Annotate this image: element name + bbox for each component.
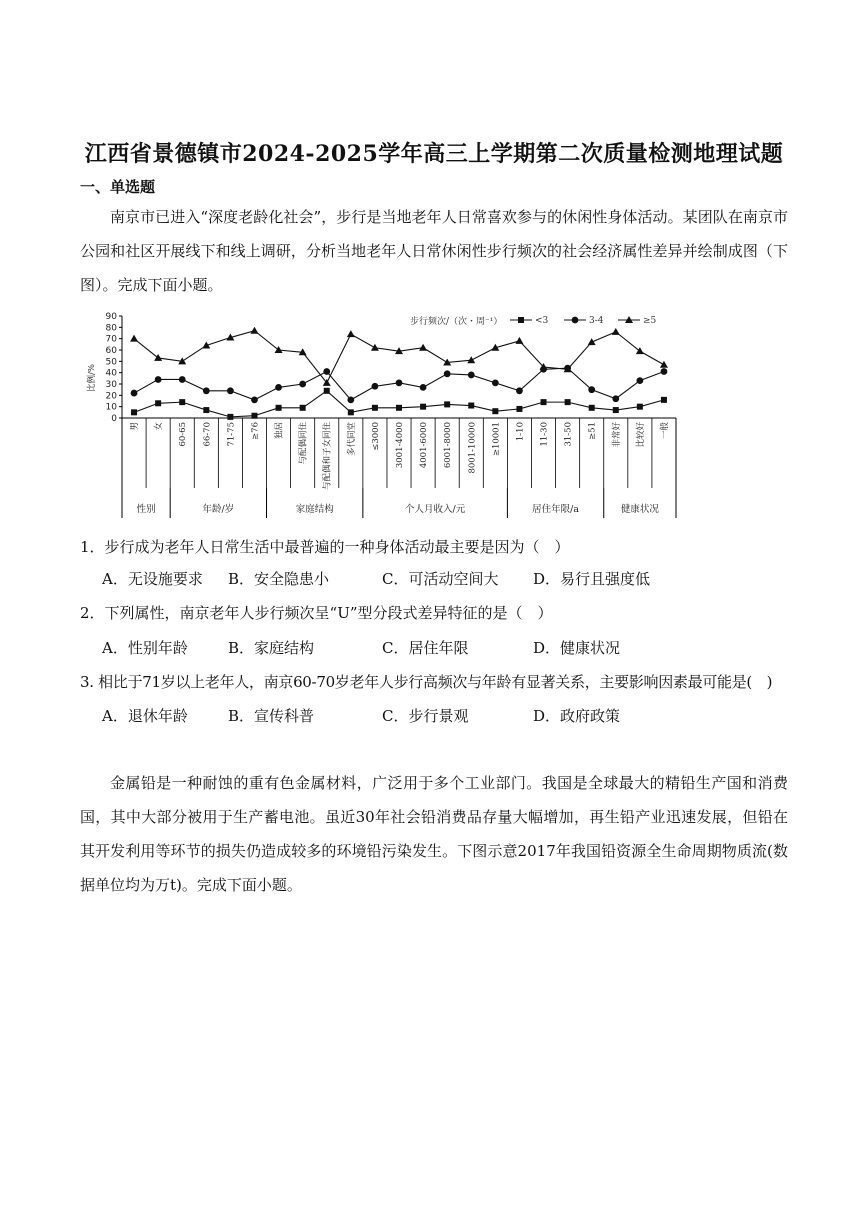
- data-point: [250, 327, 258, 334]
- question-1: 1．步行成为老年人日常生活中最普遍的一种身体活动最主要是因为（ ）: [80, 538, 570, 556]
- q3-option-b[interactable]: B．宣传科普: [228, 707, 315, 725]
- page-title: 江西省景德镇市2024-2025学年高三上学期第二次质量检测地理试题: [84, 141, 784, 167]
- y-tick-label: 90: [105, 312, 117, 322]
- data-point: [347, 396, 354, 403]
- data-point: [155, 376, 162, 383]
- data-point: [203, 407, 209, 413]
- data-point: [515, 337, 523, 344]
- section-heading: 一、单选题: [80, 178, 156, 196]
- data-point: [492, 408, 498, 414]
- data-point: [227, 387, 234, 394]
- data-point: [588, 386, 595, 393]
- x-tick-label: 男: [130, 422, 141, 431]
- legend-title: 步行频次/（次・周⁻¹）: [410, 317, 503, 327]
- q2-option-c[interactable]: C．居住年限: [382, 639, 469, 657]
- q2-option-a[interactable]: A．性别年龄: [102, 639, 188, 657]
- x-tick-label: 8001-10000: [467, 422, 478, 474]
- x-tick-label: 3001-4000: [395, 422, 405, 469]
- x-tick-label: 一般: [659, 422, 670, 440]
- x-tick-label: 1-10: [515, 422, 526, 442]
- group-label: 家庭结构: [295, 504, 334, 515]
- q1-option-a[interactable]: A．无设施要求: [102, 570, 203, 588]
- data-point: [516, 387, 523, 394]
- data-point: [276, 405, 282, 411]
- walking-frequency-chart: [80, 308, 680, 518]
- data-point: [396, 405, 402, 411]
- x-tick-label: 4001-6000: [419, 422, 430, 469]
- x-tick-label: 66-70: [202, 422, 213, 447]
- data-point: [660, 361, 668, 368]
- series-line-0: [134, 391, 664, 417]
- data-point: [251, 396, 258, 403]
- data-point: [516, 406, 522, 412]
- data-point: [612, 328, 620, 335]
- x-tick-label: 与配偶和子女同住: [322, 422, 333, 491]
- data-point: [636, 377, 643, 384]
- x-tick-label: 比较好: [635, 422, 646, 448]
- group-label: 个人月收入/元: [405, 504, 466, 515]
- data-point: [467, 356, 475, 363]
- data-point: [131, 390, 138, 397]
- data-point: [179, 399, 185, 405]
- q1-option-d[interactable]: D．易行且强度低: [533, 570, 651, 588]
- data-point: [636, 347, 644, 354]
- x-tick-label: 女: [154, 422, 165, 431]
- data-point: [347, 330, 355, 337]
- y-tick-label: 30: [105, 380, 117, 390]
- x-tick-label: ≥51: [587, 422, 598, 440]
- x-tick-label: 31-50: [563, 422, 574, 447]
- legend-marker: [572, 317, 579, 324]
- group-label: 性别: [136, 504, 156, 515]
- intro-paragraph-2: 金属铅是一种耐蚀的重有色金属材料，广泛用于多个工业部门。我国是全球最大的精铅生产国和消费国，其中大部分被用于生产蓄电池。虽近30年社会铅消费品存量大幅增加，再生铅产业迅速发展，但铅在其开发利用等环节的损失仍造成较多的环境铅污染发生。下图示意2017年我国铅资源全生命周期物质流(数据单位均为万t)。完成下面小题。: [80, 774, 788, 894]
- data-point: [541, 399, 547, 405]
- q1-option-c[interactable]: C．可活动空间大: [382, 570, 499, 588]
- y-tick-label: 40: [105, 368, 117, 379]
- data-point: [661, 397, 667, 403]
- x-tick-label: 60-65: [178, 422, 189, 447]
- y-tick-label: 50: [105, 357, 117, 368]
- group-label: 年龄/岁: [202, 504, 235, 515]
- series-line-2: [134, 331, 664, 383]
- y-axis-label: 比例/%: [87, 364, 97, 392]
- q3-option-a[interactable]: A．退休年龄: [102, 707, 188, 725]
- data-point: [419, 344, 427, 351]
- legend-marker: [518, 317, 524, 323]
- q1-option-b[interactable]: B．安全隐患小: [228, 570, 330, 588]
- data-point: [613, 407, 619, 413]
- x-tick-label: ≥10001: [491, 422, 502, 457]
- data-point: [420, 384, 427, 391]
- q3-option-d[interactable]: D．政府政策: [533, 707, 621, 725]
- y-tick-label: 10: [105, 402, 117, 413]
- question-2: 2．下列属性，南京老年人步行频次呈“U”型分段式差异特征的是（ ）: [80, 604, 553, 622]
- q2-option-b[interactable]: B．家庭结构: [228, 639, 315, 657]
- data-point: [589, 405, 595, 411]
- question-3: 3. 相比于71岁以上老年人，南京60-70岁老年人步行高频次与年龄有显著关系，主要影响因素最可能是( ): [80, 673, 773, 691]
- y-tick-label: 80: [105, 323, 117, 334]
- data-point: [420, 404, 426, 410]
- data-point: [300, 405, 306, 411]
- data-point: [444, 370, 451, 377]
- legend-label: 3-4: [589, 316, 604, 326]
- data-point: [612, 395, 619, 402]
- x-tick-label: 多代同堂: [346, 422, 357, 457]
- x-tick-label: ≤3000: [370, 422, 381, 451]
- x-tick-label: ≥76: [250, 422, 261, 440]
- x-tick-label: 71-75: [226, 422, 237, 447]
- data-point: [131, 409, 137, 415]
- data-point: [130, 335, 138, 342]
- data-point: [588, 338, 596, 345]
- intro-paragraph-1: 南京市已进入“深度老龄化社会”，步行是当地老年人日常喜欢参与的休闲性身体活动。某团队在南京市公园和社区开展线下和线上调研，分析当地老年人日常休闲性步行频次的社会经济属性差异并绘制成图（下图）。完成下面小题。: [80, 208, 788, 294]
- data-point: [565, 399, 571, 405]
- x-tick-label: 非常好: [611, 422, 622, 448]
- data-point: [179, 376, 186, 383]
- data-point: [371, 344, 379, 351]
- data-point: [396, 379, 403, 386]
- group-label: 健康状况: [620, 504, 659, 515]
- y-tick-label: 20: [105, 391, 117, 402]
- data-point: [324, 388, 330, 394]
- data-point: [661, 368, 668, 375]
- x-tick-label: 6001-8000: [443, 422, 454, 469]
- data-point: [154, 354, 162, 361]
- q2-option-d[interactable]: D．健康状况: [533, 639, 621, 657]
- data-point: [444, 401, 450, 407]
- data-point: [492, 379, 499, 386]
- data-point: [372, 405, 378, 411]
- data-point: [372, 383, 379, 390]
- data-point: [275, 346, 283, 353]
- x-tick-label: 11-30: [539, 422, 550, 447]
- x-tick-label: 与配偶同住: [298, 422, 309, 465]
- data-point: [227, 414, 233, 420]
- y-tick-label: 70: [105, 334, 117, 345]
- data-point: [637, 404, 643, 410]
- data-point: [468, 403, 474, 409]
- data-point: [348, 409, 354, 415]
- data-point: [251, 413, 257, 419]
- y-tick-label: 0: [111, 414, 117, 424]
- data-point: [299, 381, 306, 388]
- legend-label: <3: [535, 316, 549, 326]
- data-point: [468, 372, 475, 379]
- q3-option-c[interactable]: C．步行景观: [382, 707, 469, 725]
- data-point: [203, 387, 210, 394]
- data-point: [323, 368, 330, 375]
- data-point: [155, 400, 161, 406]
- legend-label: ≥5: [643, 316, 657, 326]
- y-tick-label: 60: [105, 346, 117, 356]
- group-label: 居住年限/a: [532, 504, 580, 515]
- data-point: [275, 384, 282, 391]
- x-tick-label: 独居: [274, 422, 285, 440]
